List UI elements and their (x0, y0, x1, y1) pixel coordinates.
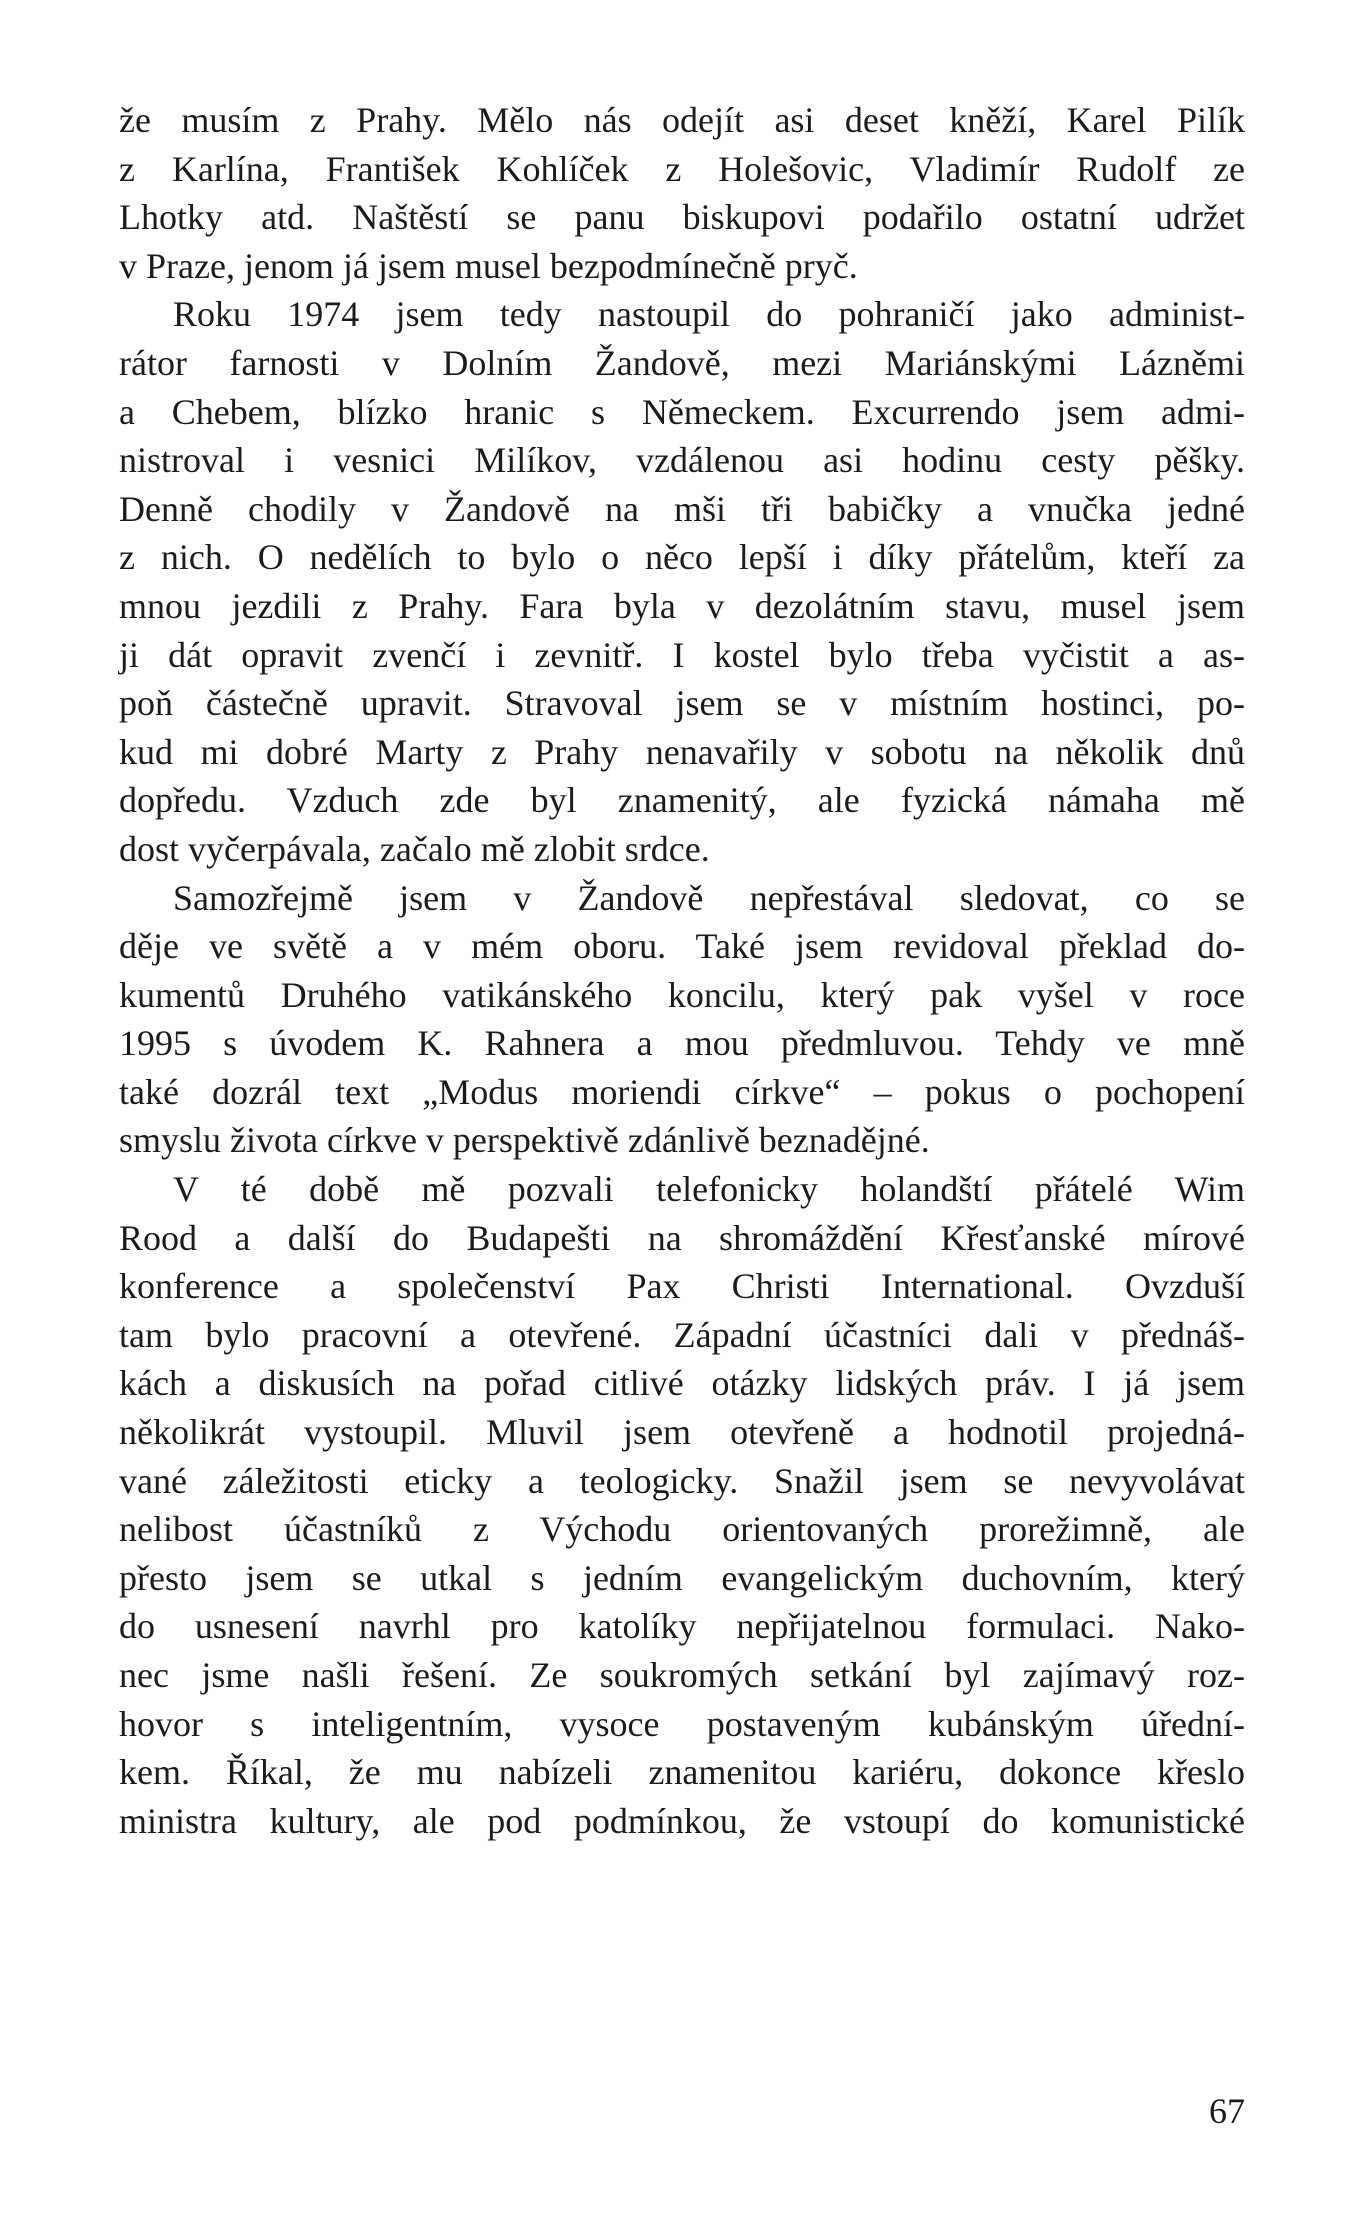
text-line: Roku 1974 jsem tedy nastoupil do pohraničí jako administ- (173, 294, 1245, 335)
text-line: kud mi dobré Marty z Prahy nenavařily v sobotu na několik dnů (119, 731, 1245, 772)
text-line: z nich. O nedělích to bylo o něco lepší i díky přátelům, kteří za (119, 537, 1245, 578)
text-line: V té době mě pozvali telefonicky holandští přátelé Wim (173, 1169, 1245, 1210)
text-line: 1995 s úvodem K. Rahnera a mou předmluvou. Tehdy ve mně (119, 1023, 1245, 1064)
text-line: nelibost účastníků z Východu orientovaných prorežimně, ale (119, 1509, 1245, 1550)
text-line: v Praze, jenom já jsem musel bezpodmínečně pryč. (119, 245, 858, 286)
text-line: mnou jezdili z Prahy. Fara byla v dezolátním stavu, musel jsem (119, 585, 1245, 626)
text-line: ji dát opravit zvenčí i zevnitř. I kostel bylo třeba vyčistit a as- (119, 634, 1245, 675)
text-line: kách a diskusích na pořad citlivé otázky lidských práv. I já jsem (119, 1363, 1245, 1404)
text-line: Samozřejmě jsem v Žandově nepřestával sledovat, co se (173, 877, 1245, 918)
body-text (119, 96, 1245, 1845)
text-line: a Chebem, blízko hranic s Německem. Excurrendo jsem admi- (119, 391, 1245, 432)
text-line: přesto jsem se utkal s jedním evangelickým duchovním, který (119, 1557, 1245, 1598)
text-line: dost vyčerpávala, začalo mě zlobit srdce. (119, 828, 710, 869)
text-line: kumentů Druhého vatikánského koncilu, který pak vyšel v roce (119, 974, 1245, 1015)
text-line: děje ve světě a v mém oboru. Také jsem revidoval překlad do- (119, 926, 1245, 967)
text-line: několikrát vystoupil. Mluvil jsem otevřeně a hodnotil projedná- (119, 1412, 1245, 1453)
text-line: rátor farnosti v Dolním Žandově, mezi Mariánskými Lázněmi (119, 342, 1245, 383)
text-line: nec jsme našli řešení. Ze soukromých setkání byl zajímavý roz- (119, 1655, 1245, 1695)
text-line: Lhotky atd. Naštěstí se panu biskupovi podařilo ostatní udržet (119, 197, 1245, 238)
text-line: Rood a další do Budapešti na shromáždění Křesťanské mírové (119, 1217, 1245, 1258)
text-line: poň částečně upravit. Stravoval jsem se v místním hostinci, po- (119, 683, 1245, 724)
text-line: kem. Říkal, že mu nabízeli znamenitou kariéru, dokonce křeslo (119, 1752, 1245, 1793)
page-number: 67 (1209, 2091, 1245, 2131)
text-line: Denně chodily v Žandově na mši tři babičky a vnučka jedné (119, 488, 1245, 529)
text-line: hovor s inteligentním, vysoce postaveným kubánským úřední- (119, 1703, 1245, 1744)
text-line: také dozrál text „Modus moriendi církve“ – pokus o pochopení (119, 1071, 1245, 1112)
text-line: že musím z Prahy. Mělo nás odejít asi deset kněží, Karel Pilík (119, 100, 1245, 140)
text-line: konference a společenství Pax Christi International. Ovzduší (119, 1266, 1245, 1307)
text-line: tam bylo pracovní a otevřené. Západní účastníci dali v přednáš- (119, 1314, 1245, 1355)
text-line: dopředu. Vzduch zde byl znamenitý, ale fyzická námaha mě (119, 780, 1245, 821)
text-line: vané záležitosti eticky a teologicky. Snažil jsem se nevyvolávat (119, 1460, 1245, 1501)
text-line: smyslu života církve v perspektivě zdánlivě beznadějné. (119, 1120, 930, 1161)
text-line: nistroval i vesnici Milíkov, vzdálenou asi hodinu cesty pěšky. (119, 440, 1245, 481)
text-line: do usnesení navrhl pro katolíky nepřijatelnou formulaci. Nako- (119, 1606, 1245, 1647)
text-line: ministra kultury, ale pod podmínkou, že vstoupí do komunistické (119, 1800, 1245, 1841)
text-line: z Karlína, František Kohlíček z Holešovic, Vladimír Rudolf ze (119, 148, 1245, 189)
